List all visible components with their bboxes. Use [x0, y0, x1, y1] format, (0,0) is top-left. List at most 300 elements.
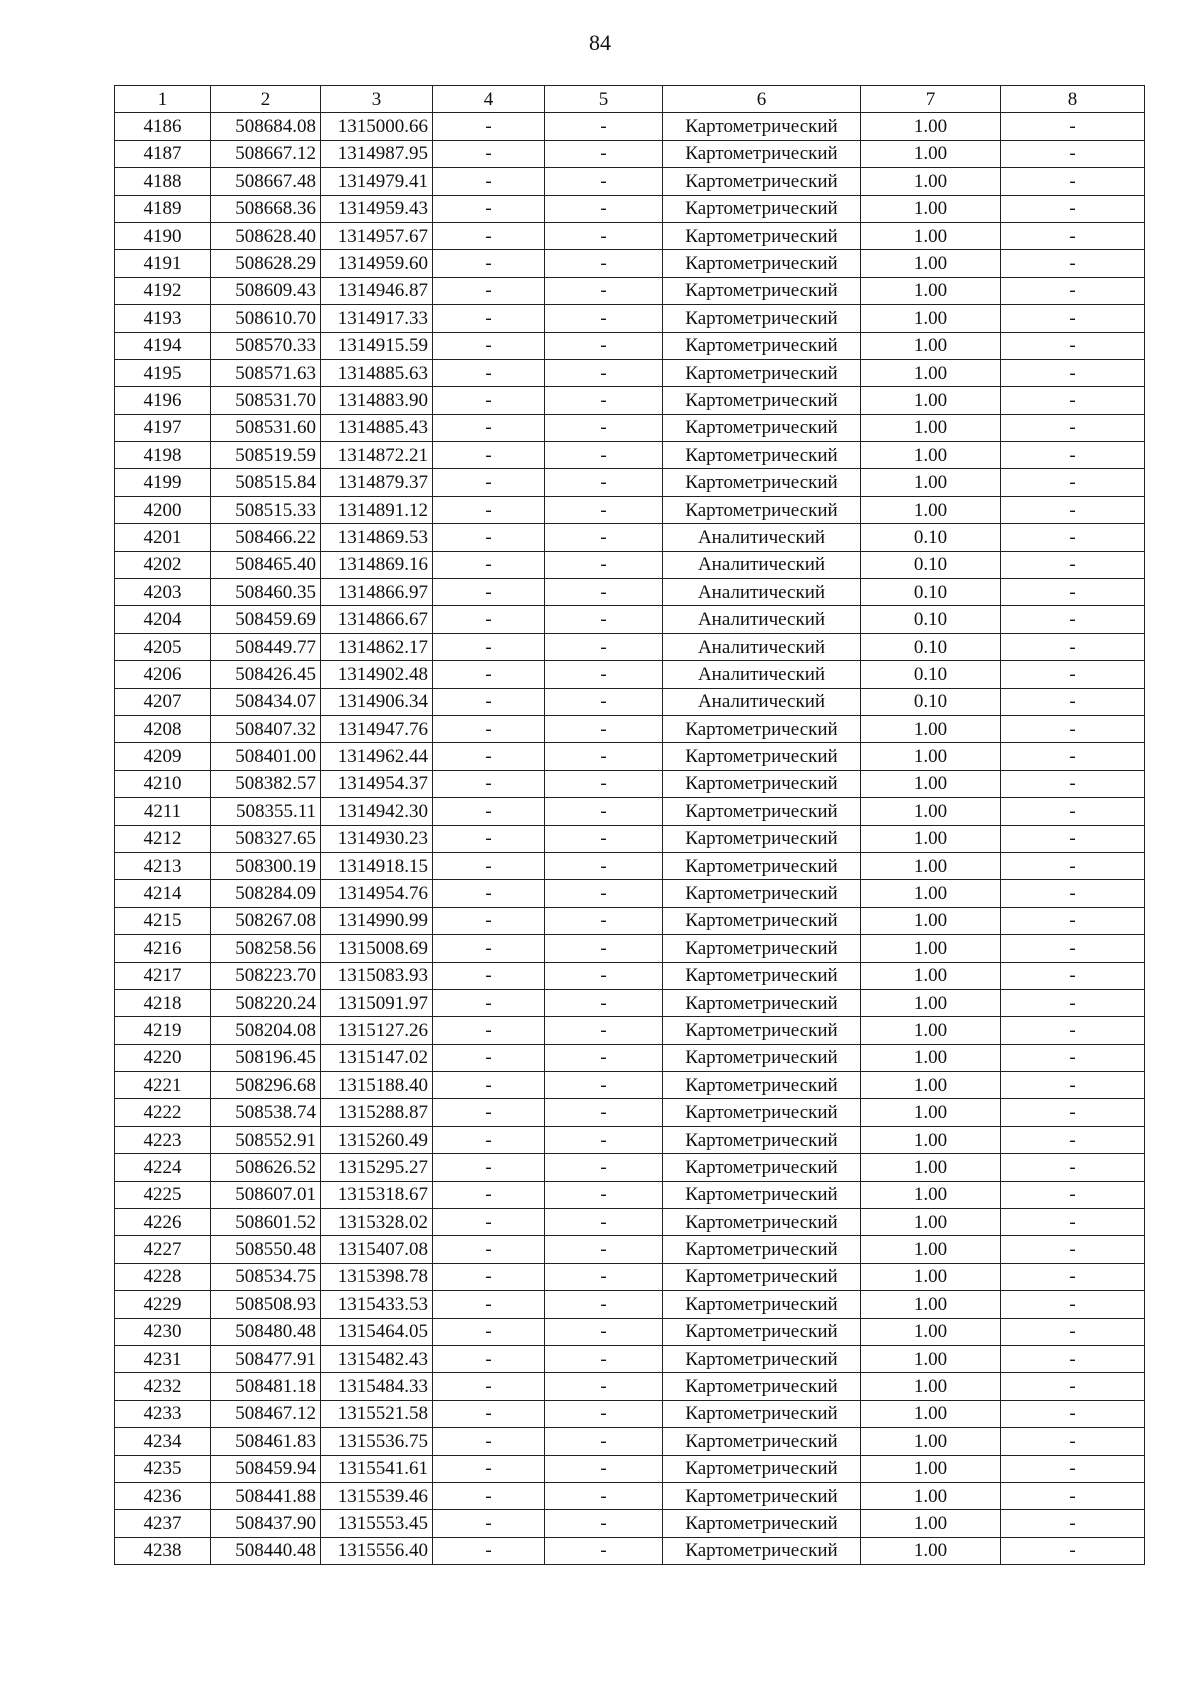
x-coordinate-cell: 508628.40	[211, 222, 321, 249]
method-cell: Картометрический	[663, 305, 861, 332]
col5-cell: -	[545, 140, 663, 167]
point-number-cell: 4220	[115, 1044, 211, 1071]
col5-cell: -	[545, 551, 663, 578]
col5-cell: -	[545, 825, 663, 852]
table-row	[115, 469, 1145, 496]
accuracy-cell: 1.00	[861, 387, 1001, 414]
method-cell: Картометрический	[663, 1072, 861, 1099]
table-row	[115, 1318, 1145, 1345]
y-coordinate-cell: 1315553.45	[321, 1510, 433, 1537]
x-coordinate-cell: 508684.08	[211, 113, 321, 140]
x-coordinate-cell: 508355.11	[211, 798, 321, 825]
accuracy-cell: 1.00	[861, 1482, 1001, 1509]
col4-cell: -	[433, 469, 545, 496]
col5-cell: -	[545, 442, 663, 469]
col8-cell: -	[1001, 332, 1145, 359]
method-cell: Аналитический	[663, 579, 861, 606]
col5-cell: -	[545, 1291, 663, 1318]
x-coordinate-cell: 508607.01	[211, 1181, 321, 1208]
accuracy-cell: 1.00	[861, 825, 1001, 852]
point-number-cell: 4201	[115, 524, 211, 551]
point-number-cell: 4222	[115, 1099, 211, 1126]
point-number-cell: 4233	[115, 1400, 211, 1427]
col4-cell: -	[433, 1263, 545, 1290]
col5-cell: -	[545, 1044, 663, 1071]
accuracy-cell: 1.00	[861, 442, 1001, 469]
method-cell: Картометрический	[663, 962, 861, 989]
y-coordinate-cell: 1314962.44	[321, 743, 433, 770]
col4-cell: -	[433, 305, 545, 332]
col4-cell: -	[433, 1154, 545, 1181]
method-cell: Картометрический	[663, 1017, 861, 1044]
col8-cell: -	[1001, 1428, 1145, 1455]
col5-cell: -	[545, 332, 663, 359]
col8-cell: -	[1001, 277, 1145, 304]
table-row	[115, 359, 1145, 386]
x-coordinate-cell: 508327.65	[211, 825, 321, 852]
x-coordinate-cell: 508467.12	[211, 1400, 321, 1427]
col4-cell: -	[433, 1400, 545, 1427]
x-coordinate-cell: 508601.52	[211, 1209, 321, 1236]
table-row	[115, 1455, 1145, 1482]
method-cell: Картометрический	[663, 907, 861, 934]
table-row	[115, 1373, 1145, 1400]
col4-cell: -	[433, 606, 545, 633]
y-coordinate-cell: 1315147.02	[321, 1044, 433, 1071]
accuracy-cell: 1.00	[861, 1291, 1001, 1318]
col5-cell: -	[545, 1482, 663, 1509]
x-coordinate-cell: 508223.70	[211, 962, 321, 989]
col8-cell: -	[1001, 1291, 1145, 1318]
method-cell: Картометрический	[663, 195, 861, 222]
table-row	[115, 743, 1145, 770]
method-cell: Картометрический	[663, 798, 861, 825]
x-coordinate-cell: 508610.70	[211, 305, 321, 332]
y-coordinate-cell: 1315464.05	[321, 1318, 433, 1345]
col5-cell: -	[545, 496, 663, 523]
y-coordinate-cell: 1314959.43	[321, 195, 433, 222]
x-coordinate-cell: 508465.40	[211, 551, 321, 578]
x-coordinate-cell: 508508.93	[211, 1291, 321, 1318]
table-row	[115, 222, 1145, 249]
method-cell: Картометрический	[663, 770, 861, 797]
table-row	[115, 907, 1145, 934]
col4-cell: -	[433, 825, 545, 852]
y-coordinate-cell: 1314917.33	[321, 305, 433, 332]
accuracy-cell: 1.00	[861, 1209, 1001, 1236]
table-row	[115, 1126, 1145, 1153]
y-coordinate-cell: 1315000.66	[321, 113, 433, 140]
accuracy-cell: 1.00	[861, 277, 1001, 304]
col5-cell: -	[545, 250, 663, 277]
col4-cell: -	[433, 1126, 545, 1153]
col8-cell: -	[1001, 1482, 1145, 1509]
col5-cell: -	[545, 524, 663, 551]
col5-cell: -	[545, 907, 663, 934]
col5-cell: -	[545, 1373, 663, 1400]
x-coordinate-cell: 508204.08	[211, 1017, 321, 1044]
method-cell: Аналитический	[663, 606, 861, 633]
col8-cell: -	[1001, 935, 1145, 962]
y-coordinate-cell: 1315482.43	[321, 1345, 433, 1372]
col8-cell: -	[1001, 469, 1145, 496]
x-coordinate-cell: 508538.74	[211, 1099, 321, 1126]
col8-cell: -	[1001, 305, 1145, 332]
y-coordinate-cell: 1314879.37	[321, 469, 433, 496]
method-cell: Аналитический	[663, 661, 861, 688]
table-row	[115, 962, 1145, 989]
y-coordinate-cell: 1315288.87	[321, 1099, 433, 1126]
col5-cell: -	[545, 277, 663, 304]
y-coordinate-cell: 1315521.58	[321, 1400, 433, 1427]
point-number-cell: 4215	[115, 907, 211, 934]
table-row	[115, 825, 1145, 852]
table-row	[115, 551, 1145, 578]
accuracy-cell: 1.00	[861, 770, 1001, 797]
point-number-cell: 4202	[115, 551, 211, 578]
y-coordinate-cell: 1314957.67	[321, 222, 433, 249]
col4-cell: -	[433, 524, 545, 551]
accuracy-cell: 1.00	[861, 1537, 1001, 1564]
col5-cell: -	[545, 1209, 663, 1236]
table-row	[115, 798, 1145, 825]
accuracy-cell: 0.10	[861, 524, 1001, 551]
col4-cell: -	[433, 743, 545, 770]
accuracy-cell: 1.00	[861, 852, 1001, 879]
y-coordinate-cell: 1314947.76	[321, 715, 433, 742]
col8-cell: -	[1001, 250, 1145, 277]
table-row	[115, 387, 1145, 414]
table-row	[115, 414, 1145, 441]
table-row	[115, 1537, 1145, 1564]
point-number-cell: 4223	[115, 1126, 211, 1153]
point-number-cell: 4214	[115, 880, 211, 907]
y-coordinate-cell: 1315556.40	[321, 1537, 433, 1564]
accuracy-cell: 1.00	[861, 414, 1001, 441]
table-row	[115, 579, 1145, 606]
table-row	[115, 1236, 1145, 1263]
x-coordinate-cell: 508515.33	[211, 496, 321, 523]
point-number-cell: 4218	[115, 989, 211, 1016]
x-coordinate-cell: 508267.08	[211, 907, 321, 934]
method-cell: Картометрический	[663, 743, 861, 770]
col4-cell: -	[433, 359, 545, 386]
y-coordinate-cell: 1315008.69	[321, 935, 433, 962]
table-row	[115, 989, 1145, 1016]
y-coordinate-cell: 1314915.59	[321, 332, 433, 359]
point-number-cell: 4186	[115, 113, 211, 140]
point-number-cell: 4224	[115, 1154, 211, 1181]
table-row	[115, 140, 1145, 167]
table-row	[115, 524, 1145, 551]
x-coordinate-cell: 508220.24	[211, 989, 321, 1016]
col4-cell: -	[433, 1072, 545, 1099]
y-coordinate-cell: 1314883.90	[321, 387, 433, 414]
table-row	[115, 1428, 1145, 1455]
accuracy-cell: 1.00	[861, 1510, 1001, 1537]
point-number-cell: 4195	[115, 359, 211, 386]
x-coordinate-cell: 508531.70	[211, 387, 321, 414]
col8-cell: -	[1001, 168, 1145, 195]
col5-cell: -	[545, 1236, 663, 1263]
col4-cell: -	[433, 140, 545, 167]
table-row	[115, 1345, 1145, 1372]
table-row	[115, 442, 1145, 469]
col5-cell: -	[545, 935, 663, 962]
y-coordinate-cell: 1314959.60	[321, 250, 433, 277]
col5-cell: -	[545, 1126, 663, 1153]
x-coordinate-cell: 508440.48	[211, 1537, 321, 1564]
x-coordinate-cell: 508531.60	[211, 414, 321, 441]
col4-cell: -	[433, 387, 545, 414]
y-coordinate-cell: 1314954.37	[321, 770, 433, 797]
point-number-cell: 4205	[115, 633, 211, 660]
col5-cell: -	[545, 1072, 663, 1099]
point-number-cell: 4190	[115, 222, 211, 249]
accuracy-cell: 1.00	[861, 195, 1001, 222]
x-coordinate-cell: 508552.91	[211, 1126, 321, 1153]
col4-cell: -	[433, 1455, 545, 1482]
point-number-cell: 4230	[115, 1318, 211, 1345]
accuracy-cell: 1.00	[861, 743, 1001, 770]
point-number-cell: 4199	[115, 469, 211, 496]
point-number-cell: 4231	[115, 1345, 211, 1372]
x-coordinate-cell: 508626.52	[211, 1154, 321, 1181]
y-coordinate-cell: 1314862.17	[321, 633, 433, 660]
point-number-cell: 4192	[115, 277, 211, 304]
col5-cell: -	[545, 168, 663, 195]
point-number-cell: 4227	[115, 1236, 211, 1263]
table-row	[115, 935, 1145, 962]
method-cell: Картометрический	[663, 1263, 861, 1290]
accuracy-cell: 0.10	[861, 633, 1001, 660]
col8-cell: -	[1001, 579, 1145, 606]
accuracy-cell: 0.10	[861, 606, 1001, 633]
method-cell: Картометрический	[663, 1209, 861, 1236]
method-cell: Картометрический	[663, 387, 861, 414]
method-cell: Картометрический	[663, 1181, 861, 1208]
table-row	[115, 715, 1145, 742]
y-coordinate-cell: 1315083.93	[321, 962, 433, 989]
accuracy-cell: 1.00	[861, 250, 1001, 277]
x-coordinate-cell: 508515.84	[211, 469, 321, 496]
col4-cell: -	[433, 1345, 545, 1372]
method-cell: Картометрический	[663, 1482, 861, 1509]
method-cell: Картометрический	[663, 1345, 861, 1372]
y-coordinate-cell: 1315541.61	[321, 1455, 433, 1482]
col5-cell: -	[545, 743, 663, 770]
col4-cell: -	[433, 277, 545, 304]
col5-cell: -	[545, 387, 663, 414]
point-number-cell: 4196	[115, 387, 211, 414]
table-row	[115, 305, 1145, 332]
method-cell: Аналитический	[663, 633, 861, 660]
y-coordinate-cell: 1314891.12	[321, 496, 433, 523]
point-number-cell: 4234	[115, 1428, 211, 1455]
x-coordinate-cell: 508258.56	[211, 935, 321, 962]
table-row	[115, 880, 1145, 907]
col8-cell: -	[1001, 852, 1145, 879]
method-cell: Картометрический	[663, 1099, 861, 1126]
point-number-cell: 4208	[115, 715, 211, 742]
col8-cell: -	[1001, 1537, 1145, 1564]
method-cell: Картометрический	[663, 1400, 861, 1427]
method-cell: Картометрический	[663, 222, 861, 249]
col4-cell: -	[433, 688, 545, 715]
y-coordinate-cell: 1314869.53	[321, 524, 433, 551]
column-header-5: 5	[545, 86, 663, 113]
col8-cell: -	[1001, 743, 1145, 770]
x-coordinate-cell: 508296.68	[211, 1072, 321, 1099]
accuracy-cell: 1.00	[861, 469, 1001, 496]
col4-cell: -	[433, 1428, 545, 1455]
col8-cell: -	[1001, 359, 1145, 386]
page-number: 84	[589, 30, 611, 55]
accuracy-cell: 1.00	[861, 1318, 1001, 1345]
method-cell: Картометрический	[663, 414, 861, 441]
point-number-cell: 4198	[115, 442, 211, 469]
col8-cell: -	[1001, 442, 1145, 469]
col8-cell: -	[1001, 1072, 1145, 1099]
column-header-8: 8	[1001, 86, 1145, 113]
method-cell: Картометрический	[663, 1510, 861, 1537]
method-cell: Картометрический	[663, 1455, 861, 1482]
x-coordinate-cell: 508461.83	[211, 1428, 321, 1455]
col8-cell: -	[1001, 1263, 1145, 1290]
col8-cell: -	[1001, 798, 1145, 825]
y-coordinate-cell: 1314869.16	[321, 551, 433, 578]
col5-cell: -	[545, 880, 663, 907]
method-cell: Картометрический	[663, 250, 861, 277]
point-number-cell: 4210	[115, 770, 211, 797]
y-coordinate-cell: 1315127.26	[321, 1017, 433, 1044]
point-number-cell: 4225	[115, 1181, 211, 1208]
x-coordinate-cell: 508550.48	[211, 1236, 321, 1263]
table-row	[115, 250, 1145, 277]
col5-cell: -	[545, 1537, 663, 1564]
col5-cell: -	[545, 962, 663, 989]
table-row	[115, 606, 1145, 633]
x-coordinate-cell: 508480.48	[211, 1318, 321, 1345]
col4-cell: -	[433, 962, 545, 989]
point-number-cell: 4237	[115, 1510, 211, 1537]
point-number-cell: 4238	[115, 1537, 211, 1564]
y-coordinate-cell: 1315536.75	[321, 1428, 433, 1455]
column-header-7: 7	[861, 86, 1001, 113]
x-coordinate-cell: 508477.91	[211, 1345, 321, 1372]
col4-cell: -	[433, 1482, 545, 1509]
method-cell: Картометрический	[663, 359, 861, 386]
accuracy-cell: 1.00	[861, 140, 1001, 167]
point-number-cell: 4217	[115, 962, 211, 989]
col5-cell: -	[545, 414, 663, 441]
method-cell: Картометрический	[663, 469, 861, 496]
table-body	[115, 113, 1145, 1565]
y-coordinate-cell: 1315260.49	[321, 1126, 433, 1153]
method-cell: Картометрический	[663, 1126, 861, 1153]
y-coordinate-cell: 1314942.30	[321, 798, 433, 825]
accuracy-cell: 0.10	[861, 661, 1001, 688]
y-coordinate-cell: 1314987.95	[321, 140, 433, 167]
col8-cell: -	[1001, 1209, 1145, 1236]
point-number-cell: 4203	[115, 579, 211, 606]
col4-cell: -	[433, 661, 545, 688]
accuracy-cell: 1.00	[861, 715, 1001, 742]
col8-cell: -	[1001, 1345, 1145, 1372]
point-number-cell: 4228	[115, 1263, 211, 1290]
col5-cell: -	[545, 1181, 663, 1208]
col5-cell: -	[545, 798, 663, 825]
col5-cell: -	[545, 113, 663, 140]
point-number-cell: 4226	[115, 1209, 211, 1236]
col5-cell: -	[545, 989, 663, 1016]
accuracy-cell: 1.00	[861, 1099, 1001, 1126]
accuracy-cell: 1.00	[861, 168, 1001, 195]
x-coordinate-cell: 508449.77	[211, 633, 321, 660]
point-number-cell: 4189	[115, 195, 211, 222]
col8-cell: -	[1001, 1099, 1145, 1126]
col8-cell: -	[1001, 1455, 1145, 1482]
x-coordinate-cell: 508667.48	[211, 168, 321, 195]
method-cell: Картометрический	[663, 989, 861, 1016]
method-cell: Картометрический	[663, 442, 861, 469]
x-coordinate-cell: 508668.36	[211, 195, 321, 222]
point-number-cell: 4213	[115, 852, 211, 879]
method-cell: Картометрический	[663, 168, 861, 195]
col8-cell: -	[1001, 1236, 1145, 1263]
col4-cell: -	[433, 1099, 545, 1126]
table-row	[115, 1400, 1145, 1427]
col4-cell: -	[433, 935, 545, 962]
y-coordinate-cell: 1314979.41	[321, 168, 433, 195]
x-coordinate-cell: 508426.45	[211, 661, 321, 688]
x-coordinate-cell: 508519.59	[211, 442, 321, 469]
col5-cell: -	[545, 469, 663, 496]
table-row	[115, 1072, 1145, 1099]
col5-cell: -	[545, 1400, 663, 1427]
col5-cell: -	[545, 1345, 663, 1372]
point-number-cell: 4187	[115, 140, 211, 167]
x-coordinate-cell: 508459.69	[211, 606, 321, 633]
x-coordinate-cell: 508196.45	[211, 1044, 321, 1071]
point-number-cell: 4200	[115, 496, 211, 523]
x-coordinate-cell: 508609.43	[211, 277, 321, 304]
accuracy-cell: 0.10	[861, 551, 1001, 578]
y-coordinate-cell: 1314872.21	[321, 442, 433, 469]
accuracy-cell: 1.00	[861, 1126, 1001, 1153]
point-number-cell: 4209	[115, 743, 211, 770]
col4-cell: -	[433, 989, 545, 1016]
col8-cell: -	[1001, 414, 1145, 441]
accuracy-cell: 1.00	[861, 1373, 1001, 1400]
x-coordinate-cell: 508441.88	[211, 1482, 321, 1509]
y-coordinate-cell: 1314885.43	[321, 414, 433, 441]
point-number-cell: 4212	[115, 825, 211, 852]
point-number-cell: 4206	[115, 661, 211, 688]
y-coordinate-cell: 1315295.27	[321, 1154, 433, 1181]
point-number-cell: 4235	[115, 1455, 211, 1482]
col4-cell: -	[433, 798, 545, 825]
y-coordinate-cell: 1314918.15	[321, 852, 433, 879]
accuracy-cell: 1.00	[861, 1455, 1001, 1482]
point-number-cell: 4216	[115, 935, 211, 962]
point-number-cell: 4221	[115, 1072, 211, 1099]
table-row	[115, 1044, 1145, 1071]
accuracy-cell: 1.00	[861, 1181, 1001, 1208]
col8-cell: -	[1001, 222, 1145, 249]
x-coordinate-cell: 508628.29	[211, 250, 321, 277]
col4-cell: -	[433, 1537, 545, 1564]
